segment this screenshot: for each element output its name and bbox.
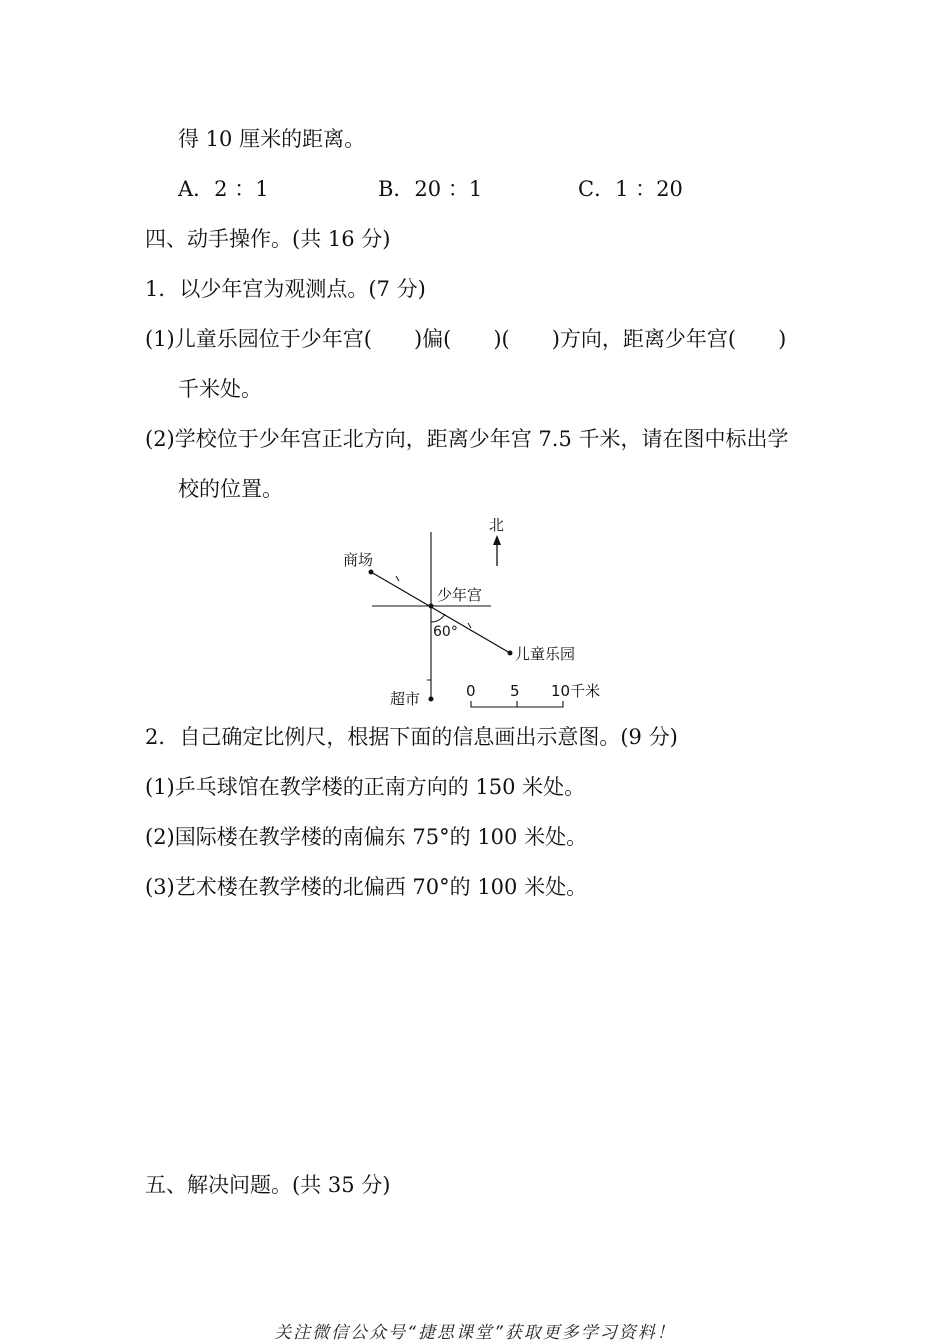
tick-mark-playground	[468, 623, 471, 628]
supermarket-label: 超市	[390, 690, 421, 708]
youth-palace-point	[429, 604, 434, 609]
question-2-item-2: (2)国际楼在教学楼的南偏东 75°的 100 米处。	[145, 825, 588, 849]
option-c: C．1 ：20	[578, 177, 683, 201]
question-continuation: 得 10 厘米的距离。	[178, 127, 366, 151]
youth-palace-label: 少年宫	[437, 586, 483, 604]
footer-note: 关注微信公众号“捷思课堂”获取更多学习资料！	[274, 1323, 676, 1343]
playground-label: 儿童乐园	[515, 645, 576, 663]
north-label: 北	[489, 516, 505, 534]
question-2-item-3: (3)艺术楼在教学楼的北偏西 70°的 100 米处。	[145, 875, 588, 899]
scale-0-label: 0	[466, 682, 476, 700]
north-arrowhead-icon	[493, 535, 501, 545]
angle-label: 60°	[433, 624, 458, 640]
question-1-part-2-cont: 校的位置。	[178, 477, 283, 501]
supermarket-point	[429, 697, 434, 702]
section-4-heading: 四、动手操作。(共 16 分)	[145, 227, 391, 251]
scale-5-label: 5	[510, 682, 520, 700]
tick-mark-mall	[396, 576, 399, 581]
scale-bar	[471, 701, 563, 707]
mall-point	[369, 570, 374, 575]
question-2-title: 2．自己确定比例尺，根据下面的信息画出示意图。(9 分)	[145, 725, 678, 749]
mall-label: 商场	[343, 551, 374, 569]
section-5-heading: 五、解决问题。(共 35 分)	[145, 1173, 391, 1197]
angle-arc	[431, 614, 445, 622]
question-1-part-1: (1)儿童乐园位于少年宫( )偏( )( )方向，距离少年宫( )	[145, 327, 787, 351]
scale-10-label: 10千米	[551, 682, 601, 700]
question-1-part-1-cont: 千米处。	[178, 377, 262, 401]
question-1-title: 1．以少年宫为观测点。(7 分)	[145, 277, 426, 301]
option-b: B．20 ：1	[378, 177, 483, 201]
playground-point	[508, 651, 513, 656]
mall-playground-line	[371, 572, 510, 653]
option-a: A．2 ：1	[178, 177, 269, 201]
question-2-item-1: (1)乒乓球馆在教学楼的正南方向的 150 米处。	[145, 775, 586, 799]
question-1-part-2: (2)学校位于少年宫正北方向，距离少年宫 7.5 千米，请在图中标出学	[145, 427, 789, 451]
